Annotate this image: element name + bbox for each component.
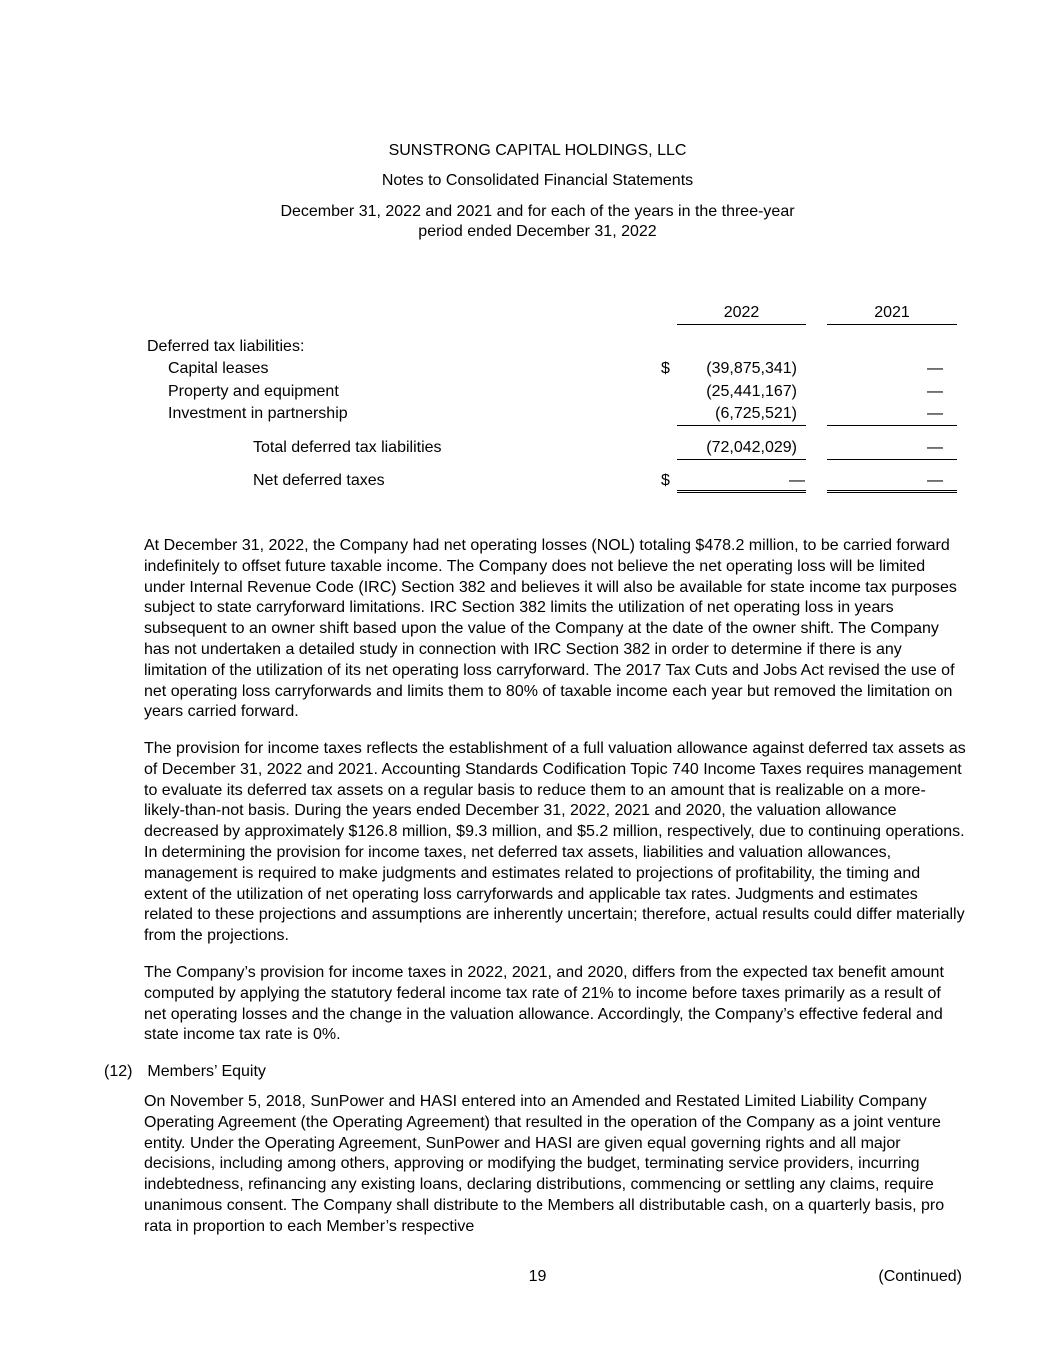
subtotal-rule-2022 bbox=[677, 425, 806, 426]
row-label: Capital leases bbox=[168, 360, 269, 377]
column-header-2022: 2022 bbox=[677, 304, 806, 325]
section-number: (12) bbox=[104, 1063, 133, 1080]
page-number: 19 bbox=[528, 1268, 547, 1285]
continued-label: (Continued) bbox=[878, 1268, 962, 1285]
row-label: Property and equipment bbox=[168, 383, 339, 400]
total-value-2021: — bbox=[927, 439, 943, 456]
period-line-1: December 31, 2022 and 2021 and for each of the years in the three-year bbox=[280, 203, 795, 220]
total-value-2022: (72,042,029) bbox=[706, 439, 797, 456]
value-2022: (39,875,341) bbox=[706, 360, 797, 377]
value-2021: — bbox=[927, 405, 943, 422]
value-2021: — bbox=[927, 383, 943, 400]
subtotal-rule-2021 bbox=[827, 425, 957, 426]
statement-subtitle: Notes to Consolidated Financial Statements bbox=[381, 172, 694, 189]
period-line-2: period ended December 31, 2022 bbox=[418, 223, 657, 240]
section-title: Members’ Equity bbox=[147, 1063, 266, 1080]
currency-symbol: $ bbox=[661, 360, 670, 377]
total-rule-2021 bbox=[827, 459, 957, 460]
section-heading bbox=[104, 1063, 266, 1081]
value-2022: (25,441,167) bbox=[706, 383, 797, 400]
net-double-rule-2021 bbox=[827, 490, 957, 493]
nol-paragraph: At December 31, 2022, the Company had net operating losses (NOL) totaling $478.2 million, to be carried forward indefinitely to offset future taxable income. The Company does not believe the net operating loss will be limited under Internal Revenue Code (IRC) Section 382 and believes it will also be available for state income tax purposes subject to state carryforward limitations. IRC Section 382 limits the utilization of net operating loss in years subsequent to an owner shift based upon the value of the Company at the date of the owner shift. The Company has not undertaken a detailed study in connection with IRC Section 382 in order to determine if there is any limitation of the utilization of its net operating loss carryforward. The 2017 Tax Cuts and Jobs Act revised the use of net operating loss carryforwards and limits them to 80% of taxable income each year but removed the limitation on years carried forward. bbox=[144, 537, 957, 721]
period-description bbox=[0, 202, 1055, 242]
section-label: Deferred tax liabilities: bbox=[147, 338, 305, 355]
valuation-allowance-paragraph: The provision for income taxes reflects the establishment of a full valuation allowance against deferred tax assets as of December 31, 2022 and 2021. Accounting Standards Codification Topic 740 Income Taxes requires management to evaluate its deferred tax assets on a regular basis to reduce them to an amount that is realizable on a more-likely-than-not basis. During the years ended December 31, 2022, 2021 and 2020, the valuation allowance decreased by approximately $126.8 million, $9.3 million, and $5.2 million, respectively, due to continuing operations. In determining the provision for income taxes, net deferred tax assets, liabilities and valuation allowances, management is required to make judgments and estimates related to projections of profitability, the timing and extent of the utilization of net operating loss carryforwards and applicable tax rates. Judgments and estimates related to these projections and assumptions are inherently uncertain; therefore, actual results could differ materially from the projections. bbox=[144, 740, 966, 945]
net-value-2022: — bbox=[789, 472, 805, 489]
value-2021: — bbox=[927, 360, 943, 377]
currency-symbol: $ bbox=[661, 472, 670, 489]
effective-rate-paragraph: The Company’s provision for income taxes in 2022, 2021, and 2020, differs from the expected tax benefit amount computed by applying the statutory federal income tax rate of 21% to income before taxes primarily as a result of net operating losses and the change in the valuation allowance. Accordingly, the Company’s effective federal and state income tax rate is 0%. bbox=[144, 964, 944, 1044]
row-label: Investment in partnership bbox=[168, 405, 348, 422]
company-name: SUNSTRONG CAPITAL HOLDINGS, LLC bbox=[388, 142, 687, 159]
total-rule-2022 bbox=[677, 459, 806, 460]
net-value-2021: — bbox=[927, 472, 943, 489]
value-2022: (6,725,521) bbox=[715, 405, 797, 422]
column-header-2021: 2021 bbox=[827, 304, 957, 325]
net-double-rule-2022 bbox=[677, 490, 806, 493]
members-equity-paragraph: On November 5, 2018, SunPower and HASI entered into an Amended and Restated Limited Liability Company Operating Agreement (the Operating Agreement) that resulted in the operation of the Company as a joint venture entity. Under the Operating Agreement, SunPower and HASI are given equal governing rights and all major decisions, including among others, approving or modifying the budget, terminating service providers, incurring indebtedness, refinancing any existing loans, declaring distributions, commencing or settling any claims, require unanimous consent. The Company shall distribute to the Members all distributable cash, on a quarterly basis, pro rata in proportion to each Member’s respective bbox=[144, 1093, 945, 1235]
net-label: Net deferred taxes bbox=[253, 472, 385, 489]
total-label: Total deferred tax liabilities bbox=[253, 439, 442, 456]
